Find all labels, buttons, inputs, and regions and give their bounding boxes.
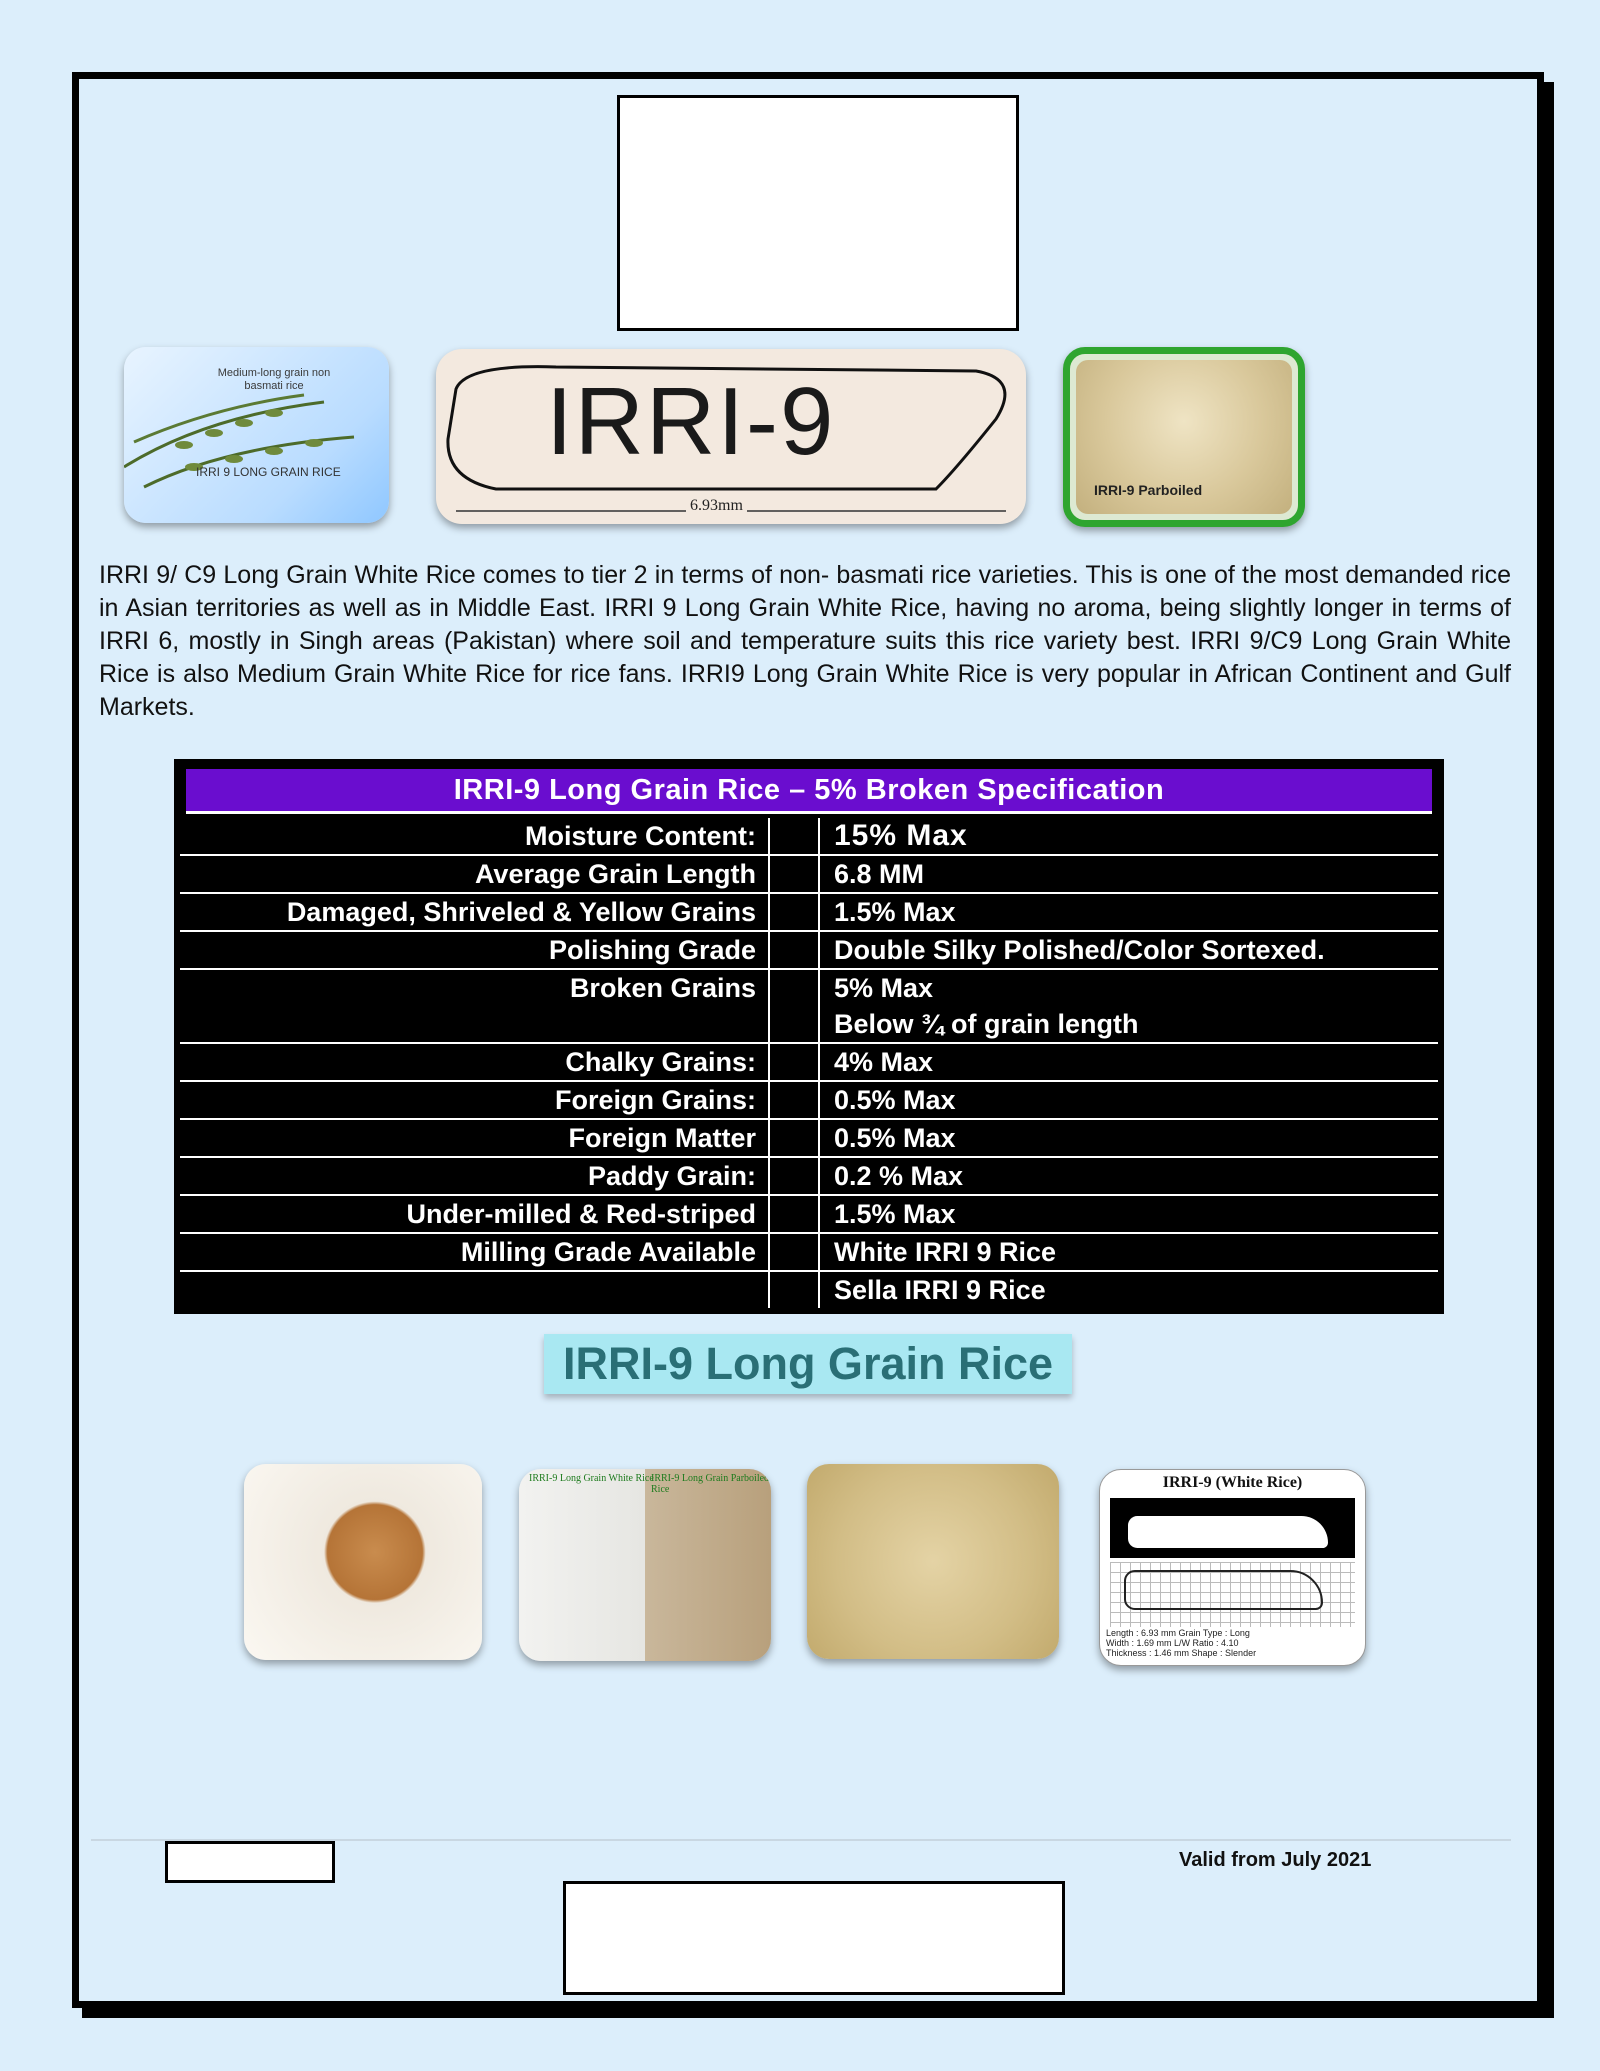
spec-value: 0.2 % Max	[834, 1161, 964, 1191]
table-row	[180, 1120, 1438, 1158]
description-paragraph: IRRI 9/ C9 Long Grain White Rice comes to tier 2 in terms of non- basmati rice varieties. This is one of the most demanded rice in Asian territories as well as in Middle East. IRRI 9 Long Grain White Rice, having no aroma, being slightly longer in terms of IRRI 6, mostly in Singh areas (Pakistan) where soil and temperature suits this rice variety best. IRRI 9/C9 Long Grain White Rice is also Medium Grain White Rice for rice fans. IRRI9 Long Grain White Rice is very popular in African Continent and Gulf Markets.	[99, 561, 1511, 721]
table-row	[180, 856, 1438, 894]
table-row	[180, 1082, 1438, 1120]
spec-label: Chalky Grains:	[180, 1044, 770, 1080]
spec-value: 5% Max	[834, 973, 934, 1003]
spec-label	[180, 1272, 770, 1308]
table-row	[180, 1234, 1438, 1272]
stats-line: Thickness : 1.46 mm Shape : Slender	[1106, 1648, 1257, 1658]
spec-value: White IRRI 9 Rice	[834, 1237, 1057, 1267]
table-row	[180, 1158, 1438, 1196]
spec-label: Foreign Matter	[180, 1120, 770, 1156]
valid-date: Valid from July 2021	[1179, 1849, 1372, 1871]
spec-value: 0.5% Max	[834, 1085, 956, 1115]
spec-value: 1.5% Max	[834, 1199, 956, 1229]
spec-label: Foreign Grains:	[180, 1082, 770, 1118]
spec-table-title: IRRI-9 Long Grain Rice – 5% Broken Specification	[186, 769, 1432, 814]
measurement-chart-title: IRRI-9 (White Rice)	[1162, 1474, 1303, 1491]
parboiled-grains-photo	[807, 1464, 1059, 1659]
table-row	[180, 932, 1438, 970]
spec-value: 4% Max	[834, 1047, 934, 1077]
table-row	[180, 1044, 1438, 1082]
footer-bottom-placeholder	[563, 1881, 1065, 1995]
footer-left-placeholder	[165, 1841, 335, 1883]
spec-value: Sella IRRI 9 Rice	[834, 1275, 1046, 1305]
grain-measure: 6.93mm	[686, 497, 747, 515]
spec-label: Milling Grade Available	[180, 1234, 770, 1270]
product-banner: IRRI-9 Long Grain Rice	[544, 1334, 1072, 1394]
spec-label: Paddy Grain:	[180, 1158, 770, 1194]
stats-line: Length : 6.93 mm Grain Type : Long	[1106, 1628, 1250, 1638]
logo-placeholder	[617, 95, 1019, 331]
plant-caption-top: Medium-long grain non basmati rice	[217, 367, 331, 392]
spec-label: Broken Grains	[180, 970, 770, 1042]
table-row	[180, 894, 1438, 932]
page-frame	[72, 72, 1544, 2008]
spec-table	[174, 759, 1444, 1314]
spec-value: 6.8 MM	[834, 859, 925, 889]
spec-label: Damaged, Shriveled & Yellow Grains	[180, 894, 770, 930]
parboiled-rice-image	[1063, 347, 1305, 527]
spec-label: Under-milled & Red-striped	[180, 1196, 770, 1232]
spec-label: Moisture Content:	[180, 818, 770, 854]
parboiled-caption: IRRI-9 Parboiled	[1094, 482, 1203, 498]
spec-value: 15% Max	[834, 819, 968, 852]
rice-plant-image	[124, 347, 389, 523]
spec-value-multiline	[820, 970, 1438, 1042]
spec-value: Below ¾ of grain length	[834, 1009, 1139, 1039]
grain-name: IRRI-9	[546, 368, 836, 475]
table-row	[180, 818, 1438, 856]
spec-value: 1.5% Max	[834, 897, 956, 927]
spec-label: Polishing Grade	[180, 932, 770, 968]
table-row	[180, 970, 1438, 1044]
measurement-stats	[1106, 1628, 1361, 1658]
spec-label: Average Grain Length	[180, 856, 770, 892]
grain-measurement-chart	[1099, 1469, 1366, 1666]
grain-outline	[1124, 1570, 1323, 1610]
parboiled-rice-label: IRRI-9 Long Grain Parboiled Rice	[651, 1473, 770, 1495]
spec-value: Double Silky Polished/Color Sortexed.	[834, 935, 1325, 965]
plant-caption-bottom: IRRI 9 LONG GRAIN RICE	[196, 465, 341, 479]
rice-spoon-photo	[244, 1464, 482, 1660]
spec-value: 0.5% Max	[834, 1123, 956, 1153]
grain-silhouette	[1110, 1498, 1355, 1558]
stats-line: Width : 1.69 mm L/W Ratio : 4.10	[1106, 1638, 1239, 1648]
rice-plant-graphic	[124, 347, 389, 523]
rice-comparison-photo	[519, 1469, 771, 1661]
white-rice-label: IRRI-9 Long Grain White Rice	[529, 1473, 654, 1484]
grain-name-image	[436, 349, 1026, 524]
table-row	[180, 1272, 1438, 1308]
table-row	[180, 1196, 1438, 1234]
